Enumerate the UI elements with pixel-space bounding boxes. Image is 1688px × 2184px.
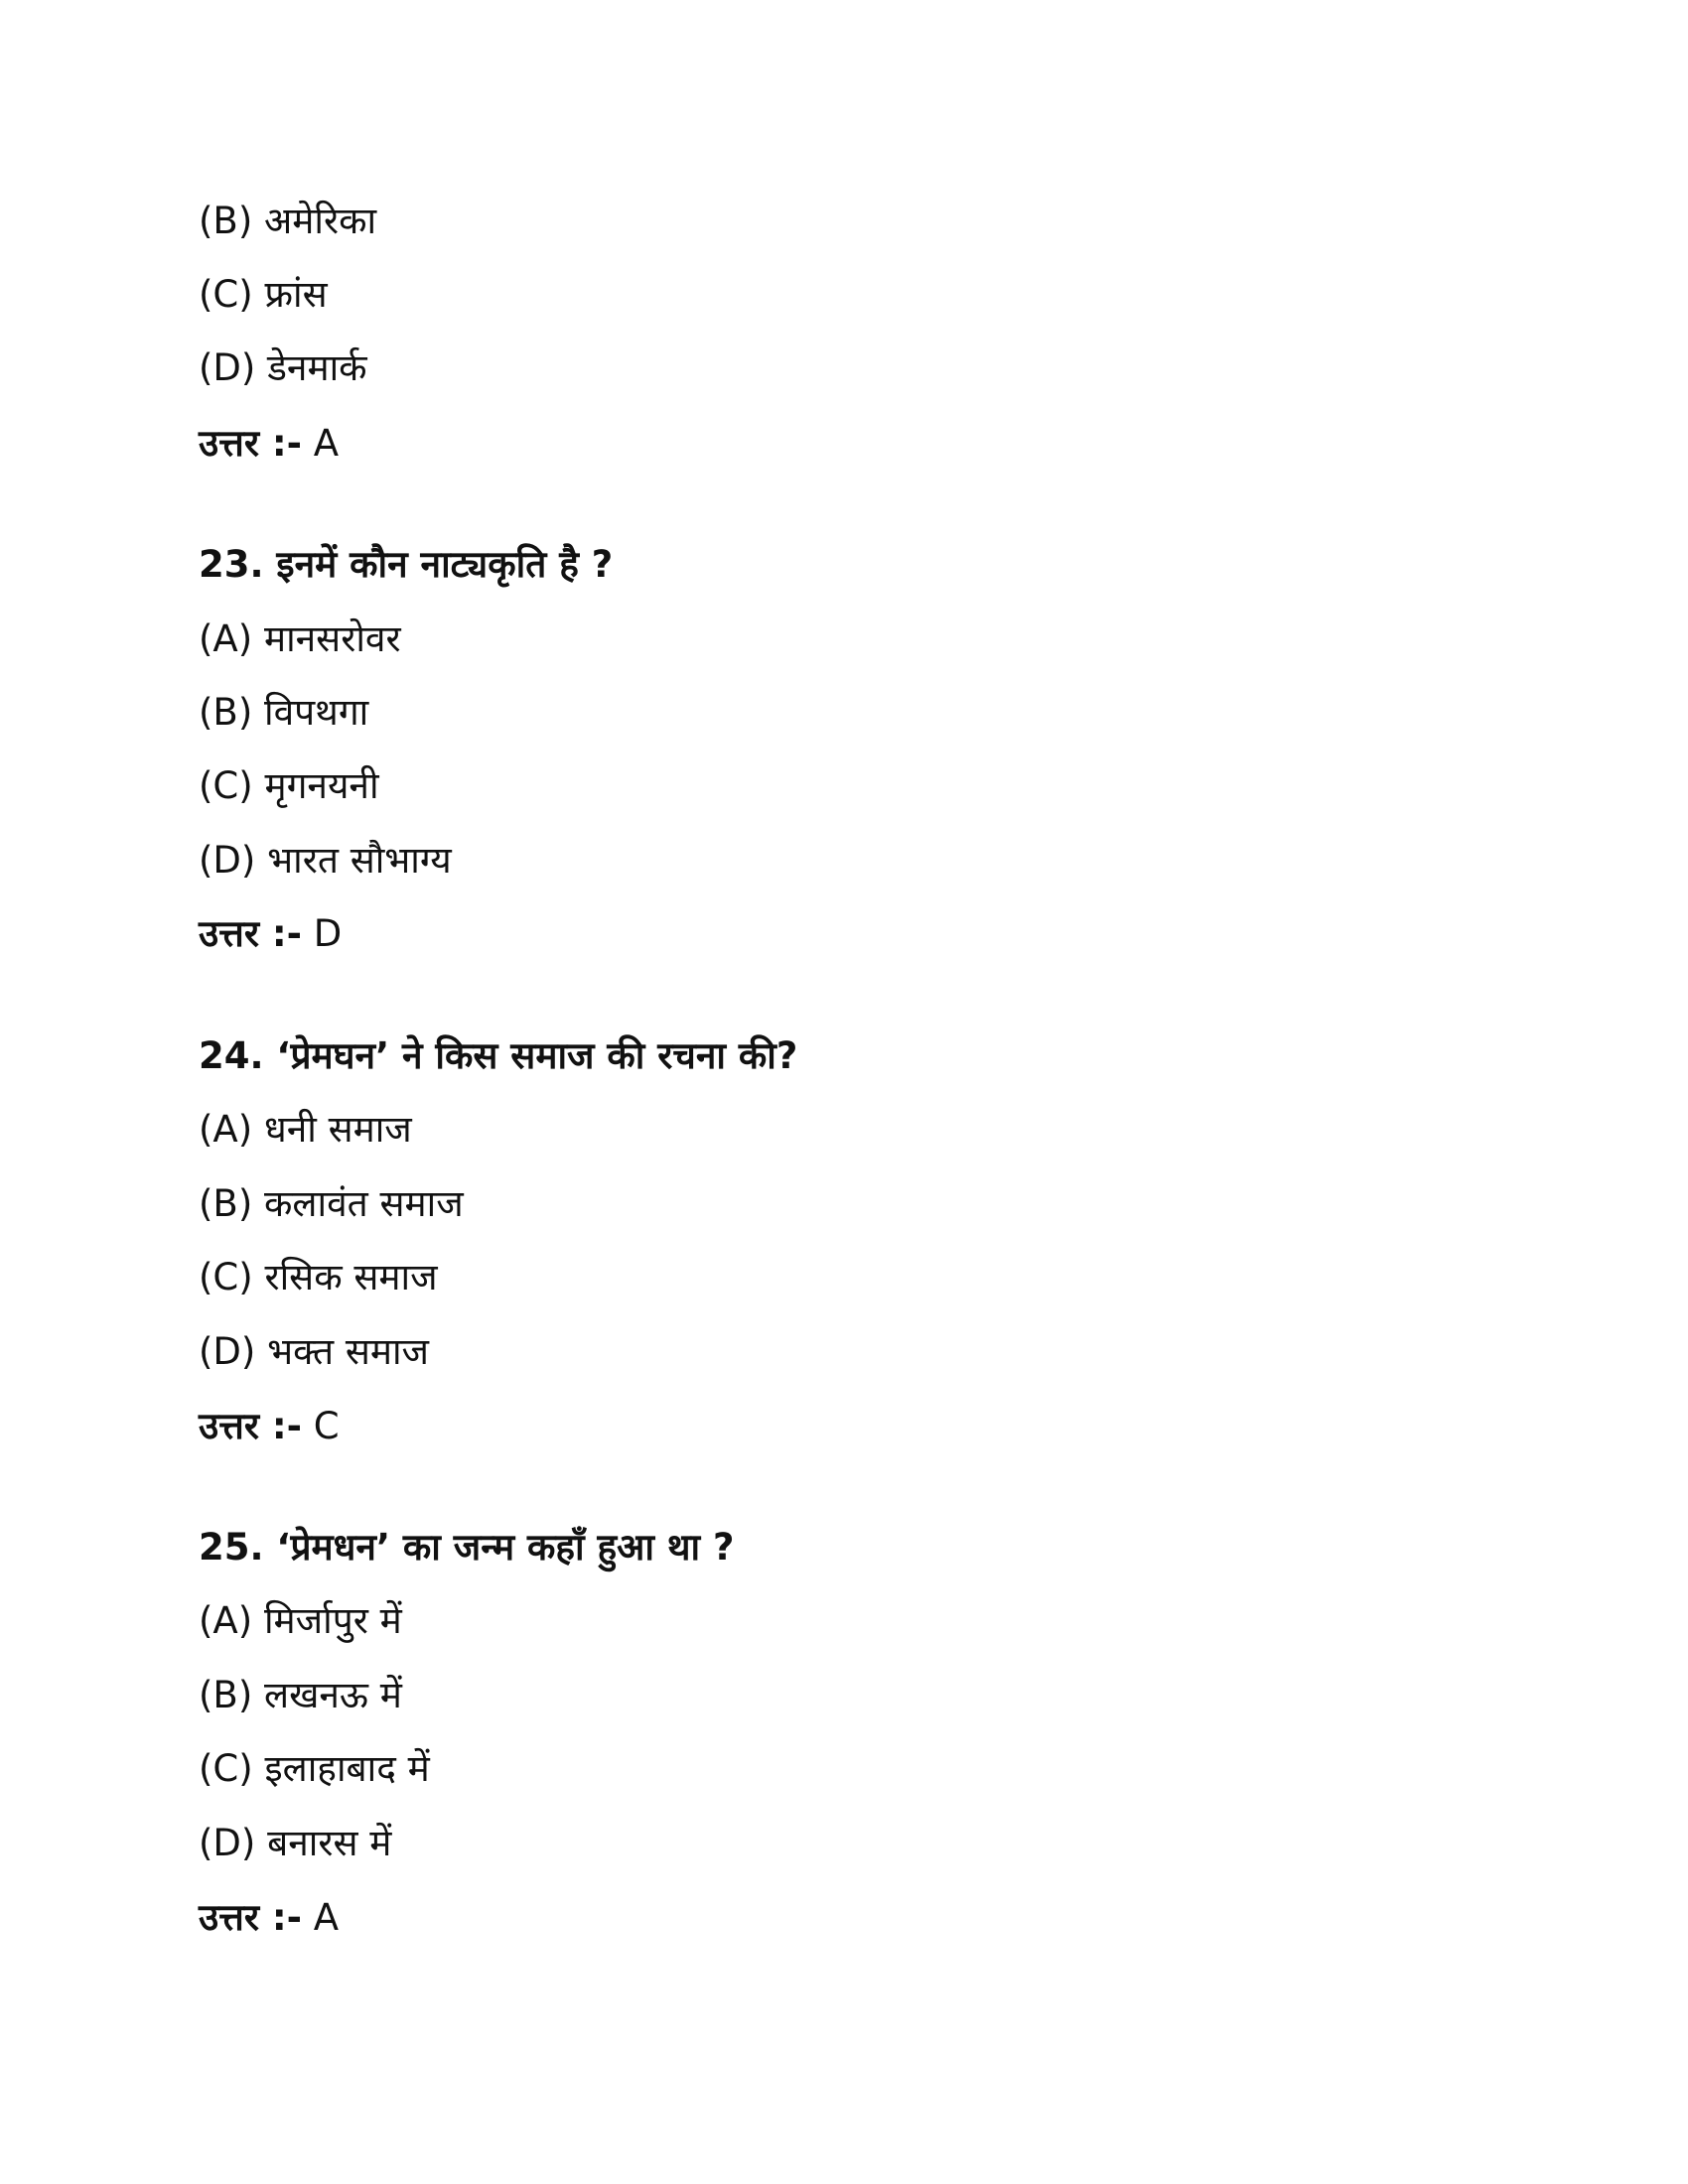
option-b: (B) कलावंत समाज (199, 1182, 464, 1225)
question-23: 23. इनमें कौन नाट्यकृति है ? (199, 543, 614, 586)
option-c: (C) इलाहाबाद में (199, 1747, 430, 1790)
option-d: (D) डेनमार्क (199, 346, 367, 389)
option-c: (C) मृगनयनी (199, 764, 379, 807)
question-24: 24. ‘प्रेमघन’ ने किस समाज की रचना की? (199, 1034, 798, 1077)
option-c: (C) फ्रांस (199, 273, 328, 316)
answer-value: A (313, 1896, 340, 1939)
option-d: (D) भक्त समाज (199, 1330, 429, 1373)
question-25: 25. ‘प्रेमधन’ का जन्म कहाँ हुआ था ? (199, 1526, 735, 1569)
option-c: (C) रसिक समाज (199, 1256, 438, 1298)
answer-value: A (313, 422, 340, 465)
answer-label: उत्तर :- (199, 912, 303, 955)
answer-line (199, 1403, 340, 1450)
answer-line (199, 1894, 339, 1942)
option-a: (A) मानसरोवर (199, 617, 401, 660)
answer-value: C (313, 1405, 340, 1447)
answer-label: उत्तर :- (199, 1896, 303, 1939)
option-a: (A) मिर्जापुर में (199, 1599, 402, 1642)
answer-line (199, 910, 342, 958)
answer-label: उत्तर :- (199, 1405, 303, 1447)
option-d: (D) भारत सौभाग्य (199, 839, 452, 882)
option-a: (A) धनी समाज (199, 1108, 412, 1151)
option-d: (D) बनारस में (199, 1822, 392, 1864)
option-b: (B) लखनऊ में (199, 1674, 402, 1716)
answer-line (199, 420, 339, 468)
answer-label: उत्तर :- (199, 422, 303, 465)
option-b: (B) अमेरिका (199, 200, 377, 242)
option-b: (B) विपथगा (199, 691, 369, 734)
answer-value: D (313, 912, 343, 955)
